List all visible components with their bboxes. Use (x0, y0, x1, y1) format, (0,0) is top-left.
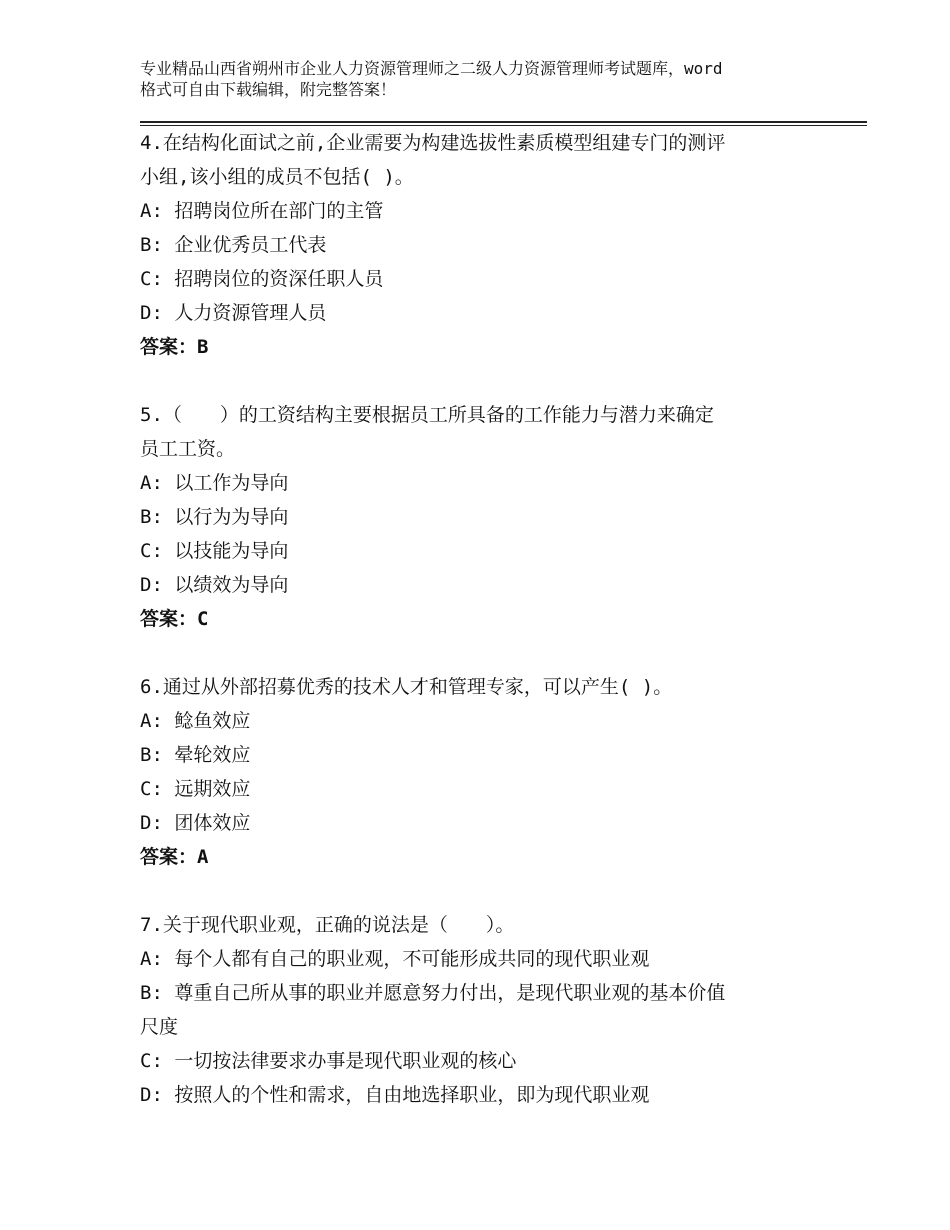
question-stem: 4.在结构化面试之前,企业需要为构建选拔性素质模型组建专门的测评 (140, 132, 726, 154)
question-4 (140, 126, 830, 364)
question-list (140, 126, 830, 1112)
option-a: A: 招聘岗位所在部门的主管 (140, 200, 384, 222)
option-a: A: 每个人都有自己的职业观，不可能形成共同的现代职业观 (140, 948, 650, 970)
option-b: B: 尊重自己所从事的职业并愿意努力付出，是现代职业观的基本价值 (140, 982, 726, 1004)
option-a: A: 以工作为导向 (140, 472, 289, 494)
option-d: D: 人力资源管理人员 (140, 302, 327, 324)
option-c: C: 以技能为导向 (140, 540, 289, 562)
option-a: A: 鲶鱼效应 (140, 710, 251, 732)
question-7 (140, 908, 830, 1112)
header-divider-thick (140, 121, 867, 123)
option-b: B: 晕轮效应 (140, 744, 251, 766)
question-stem: 6.通过从外部招募优秀的技术人才和管理专家，可以产生( )。 (140, 676, 673, 698)
question-spacer (140, 874, 830, 908)
document-header (140, 58, 840, 100)
answer-label: 答案：A (140, 846, 209, 868)
option-d: D: 团体效应 (140, 812, 251, 834)
option-b: B: 以行为为导向 (140, 506, 289, 528)
question-6 (140, 670, 830, 874)
header-title-line-2: 格式可自由下载编辑，附完整答案！ (140, 80, 397, 99)
question-stem: 5.（ ）的工资结构主要根据员工所具备的工作能力与潜力来确定 (140, 404, 714, 426)
option-d: D: 以绩效为导向 (140, 574, 289, 596)
option-b: B: 企业优秀员工代表 (140, 234, 327, 256)
question-spacer (140, 364, 830, 398)
option-c: C: 远期效应 (140, 778, 251, 800)
option-d: D: 按照人的个性和需求，自由地选择职业，即为现代职业观 (140, 1084, 650, 1106)
answer-label: 答案：C (140, 608, 209, 630)
question-5 (140, 398, 830, 636)
question-stem-continued: 员工工资。 (140, 438, 236, 460)
question-spacer (140, 636, 830, 670)
option-c: C: 招聘岗位的资深任职人员 (140, 268, 384, 290)
question-stem-continued: 小组,该小组的成员不包括( )。 (140, 166, 414, 188)
option-b-continued: 尺度 (140, 1016, 179, 1038)
header-title-line-1: 专业精品山西省朔州市企业人力资源管理师之二级人力资源管理师考试题库，word (140, 59, 723, 78)
question-stem: 7.关于现代职业观，正确的说法是（ ）。 (140, 914, 515, 936)
answer-label: 答案：B (140, 336, 209, 358)
option-c: C: 一切按法律要求办事是现代职业观的核心 (140, 1050, 517, 1072)
